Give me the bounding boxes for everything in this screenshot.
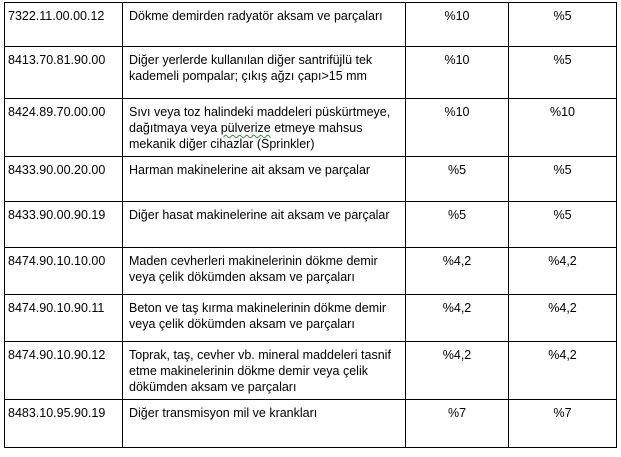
description-part: etmeye mahsus mekanik diğer cihazlar (Sprinkler) [129, 121, 363, 151]
gtip-code-cell: 8433.90.00.20.00 [5, 157, 123, 202]
spellcheck-flagged-word: pülverize [220, 121, 271, 135]
table-row [5, 342, 617, 400]
gtip-code-cell: 8474.90.10.10.00 [5, 248, 123, 295]
rate-b-cell: %4,2 [509, 248, 617, 295]
table-row [5, 400, 617, 448]
description-text: Dökme demirden radyatör aksam ve parçaları [129, 9, 383, 23]
gtip-code-cell: 8483.10.95.90.19 [5, 400, 123, 448]
rate-a-cell: %4,2 [406, 248, 509, 295]
gtip-code-cell: 8424.89.70.00.00 [5, 99, 123, 157]
description-cell [123, 99, 406, 157]
description-text: Diğer transmisyon mil ve krankları [129, 406, 318, 420]
table-row [5, 295, 617, 342]
rate-a-cell: %4,2 [406, 295, 509, 342]
gtip-code-cell: 8474.90.10.90.12 [5, 342, 123, 400]
table-row [5, 248, 617, 295]
rate-b-cell: %4,2 [509, 342, 617, 400]
table-row [5, 99, 617, 157]
rate-b-cell: %5 [509, 157, 617, 202]
description-text: Harman makinelerine ait aksam ve parçalar [129, 163, 371, 177]
description-text: Diğer yerlerde kullanılan diğer santrifüjlü tek kademeli pompalar; çıkış ağzı çapı>15 mm [129, 53, 373, 83]
description-cell [123, 342, 406, 400]
description-text: Toprak, taş, cevher vb. mineral maddeleri tasnif etme makinelerinin dökme demir veya çelik dökümden aksam ve parçaları [129, 348, 391, 394]
description-text: Maden cevherleri makinelerinin dökme demir veya çelik dökümden aksam ve parçaları [129, 254, 378, 284]
table-row [5, 202, 617, 248]
table-row [5, 157, 617, 202]
rate-a-cell: %5 [406, 202, 509, 248]
gtip-code-cell: 8433.90.00.90.19 [5, 202, 123, 248]
rate-a-cell: %10 [406, 3, 509, 47]
rate-b-cell: %5 [509, 202, 617, 248]
description-text [129, 105, 390, 151]
description-cell [123, 202, 406, 248]
rate-b-cell: %5 [509, 3, 617, 47]
rate-a-cell: %10 [406, 47, 509, 99]
rate-a-cell: %10 [406, 99, 509, 157]
rate-a-cell: %5 [406, 157, 509, 202]
table-row [5, 3, 617, 47]
description-cell [123, 400, 406, 448]
description-cell [123, 157, 406, 202]
rate-b-cell: %4,2 [509, 295, 617, 342]
rate-a-cell: %4,2 [406, 342, 509, 400]
gtip-code-cell: 8413.70.81.90.00 [5, 47, 123, 99]
table-row [5, 47, 617, 99]
description-cell [123, 295, 406, 342]
description-cell [123, 248, 406, 295]
rate-a-cell: %7 [406, 400, 509, 448]
gtip-code-cell: 7322.11.00.00.12 [5, 3, 123, 47]
gtip-code-cell: 8474.90.10.90.11 [5, 295, 123, 342]
description-text: Beton ve taş kırma makinelerinin dökme demir veya çelik dökümden aksam ve parçaları [129, 301, 387, 331]
tariff-table [4, 2, 617, 448]
description-cell [123, 3, 406, 47]
rate-b-cell: %10 [509, 99, 617, 157]
description-part: Sıvı veya toz halindeki maddeleri püskürtmeye, [129, 105, 391, 119]
description-text: Diğer hasat makinelerine ait aksam ve parçalar [129, 208, 390, 222]
rate-b-cell: %5 [509, 47, 617, 99]
rate-b-cell: %7 [509, 400, 617, 448]
description-part: dağıtmaya veya [129, 121, 221, 135]
description-cell [123, 47, 406, 99]
